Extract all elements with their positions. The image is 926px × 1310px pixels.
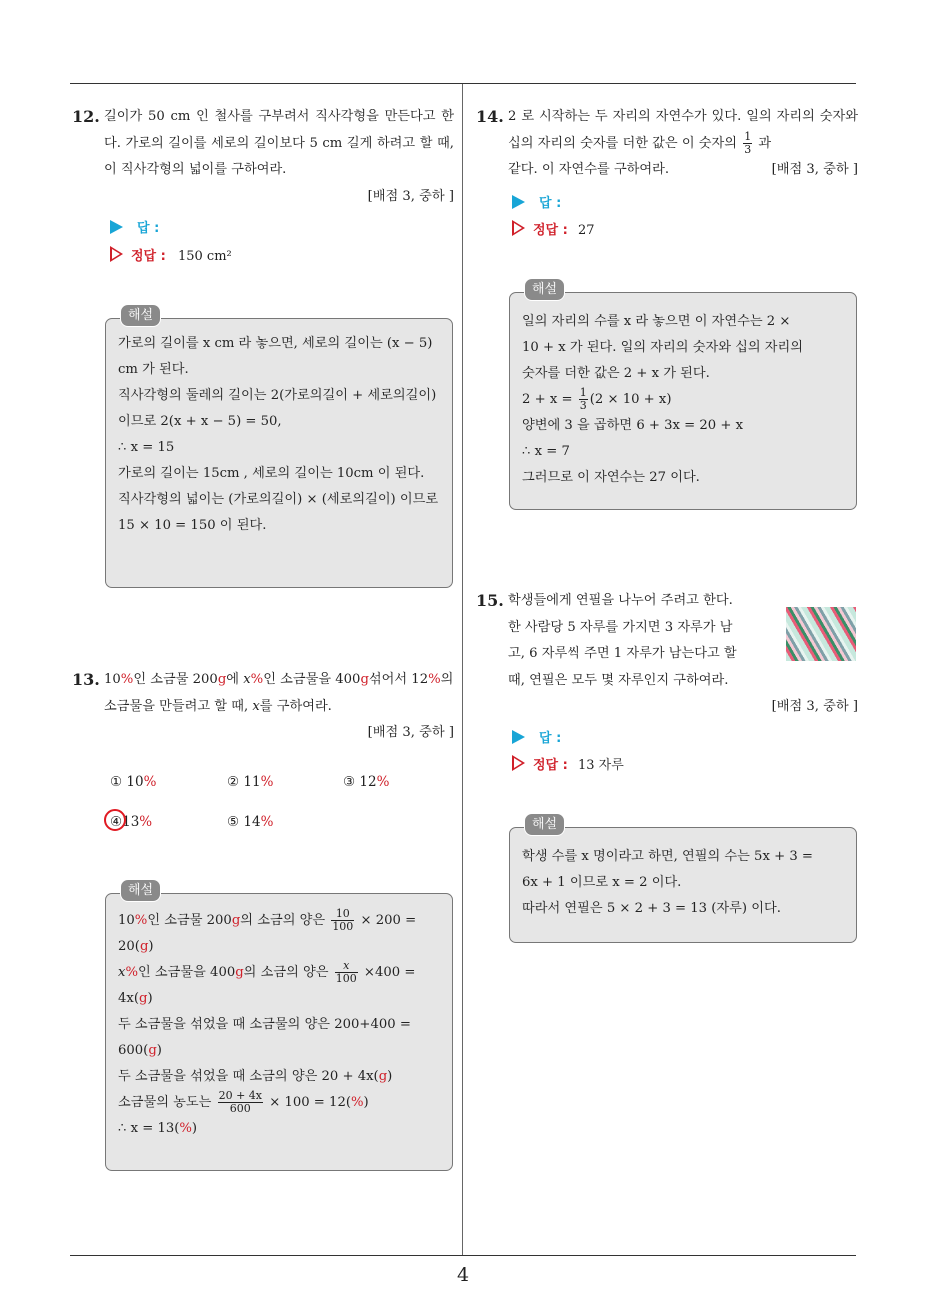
explanation-tag: 해설 <box>524 278 565 301</box>
question-13 <box>72 667 454 747</box>
explain-line: 숫자를 더한 값은 2 + x 가 된다. <box>522 366 710 381</box>
explain-line: 양변에 3 을 곱하면 6 + 3x = 20 + x <box>522 418 744 433</box>
explain-line: ∴ x = 13(%) <box>118 1121 198 1136</box>
explain-line: 600(g) <box>118 1043 162 1058</box>
explain-line: 20(g) <box>118 939 154 954</box>
explanation-box <box>105 308 453 588</box>
question-meta: [배점 3, 중하 ] <box>367 725 454 740</box>
correct-answer <box>512 219 595 238</box>
choice-5[interactable]: ⑤ 14% <box>227 814 274 830</box>
explain-line: x%인 소금물을 400g의 소금의 양은 $\frac{x}{100}$ ×400 = <box>118 959 416 985</box>
explain-line: 10 + x 가 된다. 일의 자리의 숫자와 십의 자리의 <box>522 340 804 355</box>
top-rule <box>70 83 856 84</box>
correct-answer <box>110 245 232 264</box>
question-text: 2 로 시작하는 두 자리의 자연수가 있다. 일의 자리의 숫자와 십의 자리의 숫자를 더한 값은 이 숫자의 $\frac{1}{3}$ 과 <box>508 109 858 156</box>
question-meta: [배점 3, 중하 ] <box>771 699 858 714</box>
pencils-image <box>786 607 856 661</box>
explain-line: 일의 자리의 수를 x 라 놓으면 이 자연수는 2 × <box>522 314 791 329</box>
explain-line: 직사각형의 둘레의 길이는 2(가로의길이 + 세로의길이) 이므로 2(x + x − 5) = 50, <box>118 388 437 429</box>
correct-label: 정답 : <box>533 758 568 773</box>
question-text: 10%인 소금물 200g에 x%인 소금물을 400g섞어서 12%의 소금물을 만들려고 할 때, x를 구하여라. <box>104 672 454 714</box>
explain-line: 2 + x = $\frac{1}{3}$ (2 × 10 + x) <box>522 386 672 412</box>
question-14 <box>476 104 858 184</box>
choice-2[interactable]: ② 11% <box>227 774 274 790</box>
question-line: 때, 연필은 모두 몇 자루인지 구하여라. <box>508 672 729 688</box>
explanation-tag: 해설 <box>120 879 161 902</box>
explanation-box <box>509 282 857 510</box>
correct-label: 정답 : <box>533 223 568 238</box>
choice-1[interactable]: ① 10% <box>110 774 157 790</box>
explain-line: 두 소금물을 섞었을 때 소금물의 양은 200+400 = <box>118 1017 411 1032</box>
explain-line: 가로의 길이는 15cm , 세로의 길이는 10cm 이 된다. <box>118 466 425 481</box>
choice-4[interactable]: ④13% <box>110 814 152 830</box>
question-meta: [배점 3, 중하 ] <box>367 188 454 204</box>
explain-line: 그러므로 이 자연수는 27 이다. <box>522 470 700 485</box>
question-text: 길이가 50 cm 인 철사를 구부려서 직사각형을 만든다고 한다. 가로의 길이를 세로의 길이보다 5 cm 길게 하려고 할 때, 이 직사각형의 넓이를 구하여라. <box>104 109 454 177</box>
explain-line: 소금물의 농도는 $\frac{20 + 4x}{600}$ × 100 = 12(%) <box>118 1089 369 1115</box>
correct-answer <box>512 754 624 773</box>
outline-triangle-icon <box>110 246 123 262</box>
explain-line: 10%인 소금물 200g의 소금의 양은 $\frac{10}{100}$ × 200 = <box>118 907 417 933</box>
correct-value: 13 자루 <box>577 758 624 773</box>
play-icon <box>512 195 525 209</box>
outline-triangle-icon <box>512 220 525 236</box>
explanation-tag: 해설 <box>524 813 565 836</box>
question-line: 학생들에게 연필을 나누어 주려고 한다. <box>508 593 733 608</box>
question-line: 고, 6 자루씩 주면 1 자루가 남는다고 할 <box>508 646 737 661</box>
explain-line: 4x(g) <box>118 991 153 1006</box>
question-meta: [배점 3, 중하 ] <box>771 162 858 177</box>
choice-3[interactable]: ③ 12% <box>343 774 390 790</box>
question-text-end: 같다. 이 자연수를 구하여라. [배점 3, 중하 ] <box>508 157 858 184</box>
outline-triangle-icon <box>512 755 525 771</box>
explain-line: 6x + 1 이므로 x = 2 이다. <box>522 875 682 890</box>
answer-line[interactable] <box>512 727 561 746</box>
play-icon <box>110 220 123 234</box>
explain-line: ∴ x = 7 <box>522 444 570 459</box>
answer-label: 답 : <box>539 731 562 746</box>
explain-line: 가로의 길이를 x cm 라 놓으면, 세로의 길이는 (x − 5) cm 가 된다. <box>118 336 433 377</box>
explain-line: 두 소금물을 섞었을 때 소금의 양은 20 + 4x(g) <box>118 1069 393 1084</box>
answer-line[interactable] <box>512 192 561 211</box>
correct-value: 27 <box>577 223 595 238</box>
answer-label: 답 : <box>539 196 562 211</box>
answer-label: 답 : <box>137 221 160 236</box>
answer-line[interactable] <box>110 217 159 236</box>
question-number: 14. <box>476 107 504 126</box>
correct-label: 정답 : <box>131 249 166 264</box>
explanation-box <box>509 817 857 943</box>
question-number: 13. <box>72 670 100 689</box>
selected-circle-icon <box>104 809 126 831</box>
question-number: 12. <box>72 107 100 126</box>
question-number: 15. <box>476 591 504 610</box>
explain-line: 직사각형의 넓이는 (가로의길이) × (세로의길이) 이므로 15 × 10 = 150 이 된다. <box>118 492 439 533</box>
explain-line: 학생 수를 x 명이라고 하면, 연필의 수는 5x + 3 = <box>522 849 813 864</box>
correct-value: 150 cm² <box>177 249 232 264</box>
page-number: 4 <box>456 1264 470 1286</box>
explanation-tag: 해설 <box>120 304 161 327</box>
explain-line: 따라서 연필은 5 × 2 + 3 = 13 (자루) 이다. <box>522 901 781 916</box>
question-line: 한 사람당 5 자루를 가지면 3 자루가 남 <box>508 619 733 635</box>
explain-line: ∴ x = 15 <box>118 440 175 455</box>
play-icon <box>512 730 525 744</box>
bottom-rule <box>70 1255 856 1256</box>
explanation-box <box>105 883 453 1171</box>
question-12 <box>72 104 454 210</box>
column-divider <box>462 84 463 1256</box>
